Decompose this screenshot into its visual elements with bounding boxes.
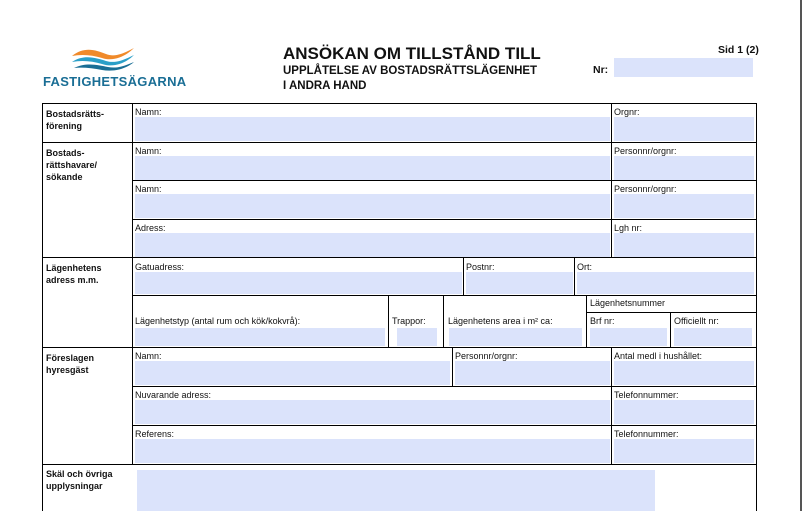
label-ort: Ort: — [577, 262, 592, 272]
label-telefonnummer: Telefonnummer: — [614, 429, 679, 439]
section-forening: Bostadsrätts- förening — [46, 109, 105, 131]
telefon2-input[interactable] — [614, 439, 754, 463]
table-divider — [132, 386, 757, 387]
logo-waves-icon — [70, 46, 136, 72]
brf-nr-input[interactable] — [590, 328, 667, 346]
table-border — [42, 103, 757, 104]
label-trappor: Trappor: — [392, 316, 426, 326]
table-divider — [452, 347, 453, 386]
section-skal: Skäl och övriga upplysningar — [46, 469, 113, 491]
label-namn: Namn: — [135, 107, 162, 117]
label-namn: Namn: — [135, 184, 162, 194]
hyresgast-personnr-input[interactable] — [455, 361, 610, 385]
table-divider — [132, 425, 757, 426]
label-nuvarande-adress: Nuvarande adress: — [135, 390, 212, 400]
label-referens: Referens: — [135, 429, 175, 439]
table-divider — [443, 295, 444, 347]
nr-input[interactable] — [614, 58, 753, 77]
skal-textarea[interactable] — [137, 470, 655, 511]
table-divider — [132, 219, 757, 220]
label-telefonnummer: Telefonnummer: — [614, 390, 679, 400]
table-divider — [574, 257, 575, 295]
form-title: ANSÖKAN OM TILLSTÅND TILL — [283, 44, 541, 63]
table-divider — [670, 312, 671, 347]
label-gatuadress: Gatuadress: — [135, 262, 185, 272]
table-divider — [132, 180, 757, 181]
sokande1-personnr-input[interactable] — [614, 156, 754, 180]
form-subtitle-2: I ANDRA HAND — [283, 80, 367, 92]
table-divider — [42, 347, 757, 348]
lgh-nr-input[interactable] — [614, 233, 754, 257]
gatuadress-input[interactable] — [135, 272, 462, 294]
table-divider — [42, 257, 757, 258]
table-divider — [463, 257, 464, 295]
section-hyresgast: Föreslagen hyresgäst — [46, 353, 95, 375]
label-namn: Namn: — [135, 351, 162, 361]
label-personnr: Personnr/orgnr: — [614, 184, 677, 194]
label-personnr: Personnr/orgnr: — [614, 146, 677, 156]
sokande-adress-input[interactable] — [135, 233, 610, 257]
logo-text: FASTIGHETSÄGARNA — [43, 74, 187, 89]
label-namn: Namn: — [135, 146, 162, 156]
label-brf-nr: Brf nr: — [590, 316, 615, 326]
table-divider — [586, 312, 756, 313]
table-divider — [132, 295, 757, 296]
label-lagenhetstyp: Lägenhetstyp (antal rum och kök/kokvrå): — [135, 316, 301, 326]
table-border — [42, 103, 43, 511]
trappor-input[interactable] — [397, 328, 437, 346]
sokande1-namn-input[interactable] — [135, 156, 610, 180]
table-divider — [132, 103, 133, 464]
forening-namn-input[interactable] — [135, 117, 610, 141]
label-postnr: Postnr: — [466, 262, 495, 272]
telefon1-input[interactable] — [614, 400, 754, 424]
label-lgh-nr: Lgh nr: — [614, 223, 643, 233]
label-antal-medl: Antal medl i hushållet: — [614, 351, 703, 361]
page-number: Sid 1 (2) — [718, 44, 759, 56]
table-border — [756, 103, 757, 511]
label-adress: Adress: — [135, 223, 166, 233]
area-input[interactable] — [449, 328, 582, 346]
officiellt-nr-input[interactable] — [674, 328, 752, 346]
table-divider — [611, 347, 612, 464]
hyresgast-namn-input[interactable] — [135, 361, 450, 385]
lagenhetstyp-input[interactable] — [135, 328, 385, 346]
table-divider — [42, 142, 757, 143]
label-area: Lägenhetens area i m² ca: — [448, 316, 553, 326]
section-lagenhet: Lägenhetens adress m.m. — [46, 263, 102, 285]
antal-medl-input[interactable] — [614, 361, 754, 385]
section-havare: Bostads- rättshavare/ sökande — [46, 148, 98, 182]
table-divider — [42, 464, 757, 465]
label-orgnr: Orgnr: — [614, 107, 640, 117]
forening-orgnr-input[interactable] — [614, 117, 754, 141]
postnr-input[interactable] — [466, 272, 573, 294]
nuvarande-adress-input[interactable] — [135, 400, 610, 424]
sokande2-namn-input[interactable] — [135, 194, 610, 218]
table-divider — [586, 295, 587, 347]
sokande2-personnr-input[interactable] — [614, 194, 754, 218]
label-personnr: Personnr/orgnr: — [455, 351, 518, 361]
ort-input[interactable] — [577, 272, 754, 294]
form-subtitle-1: UPPLÅTELSE AV BOSTADSRÄTTSLÄGENHET — [283, 65, 538, 77]
label-lagenhetsnummer: Lägenhetsnummer — [590, 298, 666, 308]
label-officiellt-nr: Officiellt nr: — [674, 316, 719, 326]
table-divider — [611, 103, 612, 257]
nr-label: Nr: — [593, 64, 609, 76]
referens-input[interactable] — [135, 439, 610, 463]
table-divider — [388, 295, 389, 347]
